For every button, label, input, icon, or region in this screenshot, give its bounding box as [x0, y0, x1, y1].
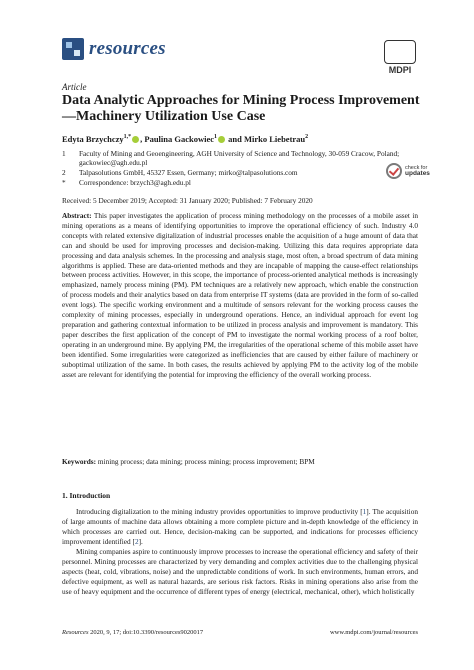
abstract-text: This paper investigates the application of process mining methodology on the processes of a mobile asset in mining operations as a means of identifying opportunities to improve the operational efficiency of such. Industry 4.0 concepts with related extensive digitalization of industrial processes enable the acquisition of a huge amount of data that can and should be used for improving processes and decision-making. Utilizing this data requires appropriate data processing and data analysis schemes. In the processing and analysis stage, most often, a broad spectrum of data mining algorithms is applied. These are data-oriented methods and they are incapable of mapping the cause-effect relationships between process activities. However, in this scope, the importance of process-oriented analytical methods is increasingly emphasized, namely process mining (PM). PM techniques are a relatively new approach, which enable the construction of process models and their analytics based on data from enterprise IT systems (data are provided in the form of so-called event logs). The specific working environment and a multitude of sensors relevant for the working process causes the complexity of mining processes, especially in underground operations. Hence, an individual approach for event log preparation and gathering contextual information to be utilized in process analysis and improvement is mandatory. This paper describes the first application of the concept of PM to investigate the normal working process of a roof bolter, operating in an underground mine. By applying PM, the irregularities of the operational scheme of this mobile asset have been identified. Some irregularities were categorized as inefficiencies that are caused by either failure of machinery or suboptimal utilization of the same. In both cases, the results achieved by applying PM to the activity log of the mobile asset are relevant for identifying the potential for improving the efficiency of the overall working process.: [62, 211, 418, 379]
check-updates-icon: [386, 163, 402, 179]
citation-line: [62, 629, 203, 636]
paragraph-text: Introducing digitalization to the mining industry provides opportunities to improve productivity [: [76, 507, 363, 516]
author-affil-sup: 1,*: [123, 134, 132, 141]
journal-logo-icon: [62, 38, 84, 60]
paragraph: [62, 507, 418, 547]
check-updates-line1: check for: [405, 165, 428, 171]
affiliation-text: Faculty of Mining and Geoengineering, AGH University of Science and Technology, 30-059 Cracow, Poland; gackowiec@agh.edu.pl: [79, 149, 400, 168]
abstract-label: Abstract:: [62, 211, 92, 220]
citation-link[interactable]: 2: [134, 537, 139, 546]
orcid-icon[interactable]: [132, 136, 139, 143]
affiliation-item: [62, 149, 422, 167]
author-name[interactable]: Edyta Brzychczy: [62, 134, 124, 144]
author-affil-sup: 1: [214, 134, 218, 141]
check-for-updates-badge[interactable]: [386, 163, 430, 179]
check-updates-line2: updates: [405, 170, 430, 177]
affiliation-text: Talpasolutions GmbH, 45327 Essen, Germany; mirko@talpasolutions.com: [79, 168, 298, 177]
affiliation-number: *: [62, 178, 66, 187]
paragraph-text: ]. The acquisition of large amounts of machine data allows obtaining a more complete picture and in-depth knowledge of the efficiency in which processes are carried out. Hence, decision-making can be supported, and indications for processes efficiency improvement identified [: [62, 507, 418, 546]
section-heading: 1. Introduction: [62, 491, 111, 500]
author-affil-sup: 2: [305, 134, 309, 141]
abstract: [62, 211, 418, 379]
author-conjunction: and: [226, 134, 244, 144]
paragraph: Mining companies aspire to continuously improve processes to increase the operational efficiency and safety of their personnel. Mining processes are characterized by very demanding and complex activities due to the challenging physical aspects (heat, cold, vibrations, noise) and the unpredictable conditions of work. In such environments, human errors, and defective equipment, as well as natural hazards, are serious risk factors. Risks in mining operations also arise from the use of heavy equipment and the occurrence of different types of energy (electrical, mechanical, other), which holistically: [62, 547, 418, 596]
publisher-name: MDPI: [388, 65, 412, 75]
citation-details: 2020, 9, 17; doi:10.3390/resources9020017: [88, 629, 204, 636]
author-separator: ,: [140, 134, 145, 144]
keywords: [62, 457, 418, 466]
keywords-label: Keywords:: [62, 457, 97, 466]
author-name[interactable]: Mirko Liebetrau: [244, 134, 306, 144]
affiliation-item: [62, 168, 422, 177]
article-title: Data Analytic Approaches for Mining Process Improvement—Machinery Utilization Use Case: [62, 93, 420, 124]
page-footer: [62, 629, 418, 636]
citation-link[interactable]: 1: [362, 507, 367, 516]
affiliation-number: 2: [62, 168, 66, 177]
article-type: Article: [62, 82, 87, 92]
affiliation-text: Correspondence: brzych3@agh.edu.pl: [79, 178, 191, 187]
publication-dates: Received: 5 December 2019; Accepted: 31 January 2020; Published: 7 February 2020: [62, 196, 313, 205]
check-updates-text: [405, 165, 430, 177]
journal-name: resources: [89, 38, 166, 59]
affiliation-item: [62, 178, 422, 187]
orcid-icon[interactable]: [218, 136, 225, 143]
keywords-text: mining process; data mining; process mining; process improvement; BPM: [96, 457, 315, 466]
affiliation-number: 1: [62, 149, 66, 158]
publisher-logo[interactable]: [384, 40, 416, 75]
journal-logo[interactable]: [62, 38, 166, 60]
author-name[interactable]: Paulina Gackowiec: [144, 134, 215, 144]
journal-url[interactable]: www.mdpi.com/journal/resources: [329, 629, 418, 636]
paragraph-text: ].: [138, 537, 143, 546]
citation-journal: Resources: [62, 629, 89, 636]
section-body: [62, 507, 418, 597]
author-list: [62, 134, 308, 144]
mdpi-logo-icon: [384, 40, 416, 64]
